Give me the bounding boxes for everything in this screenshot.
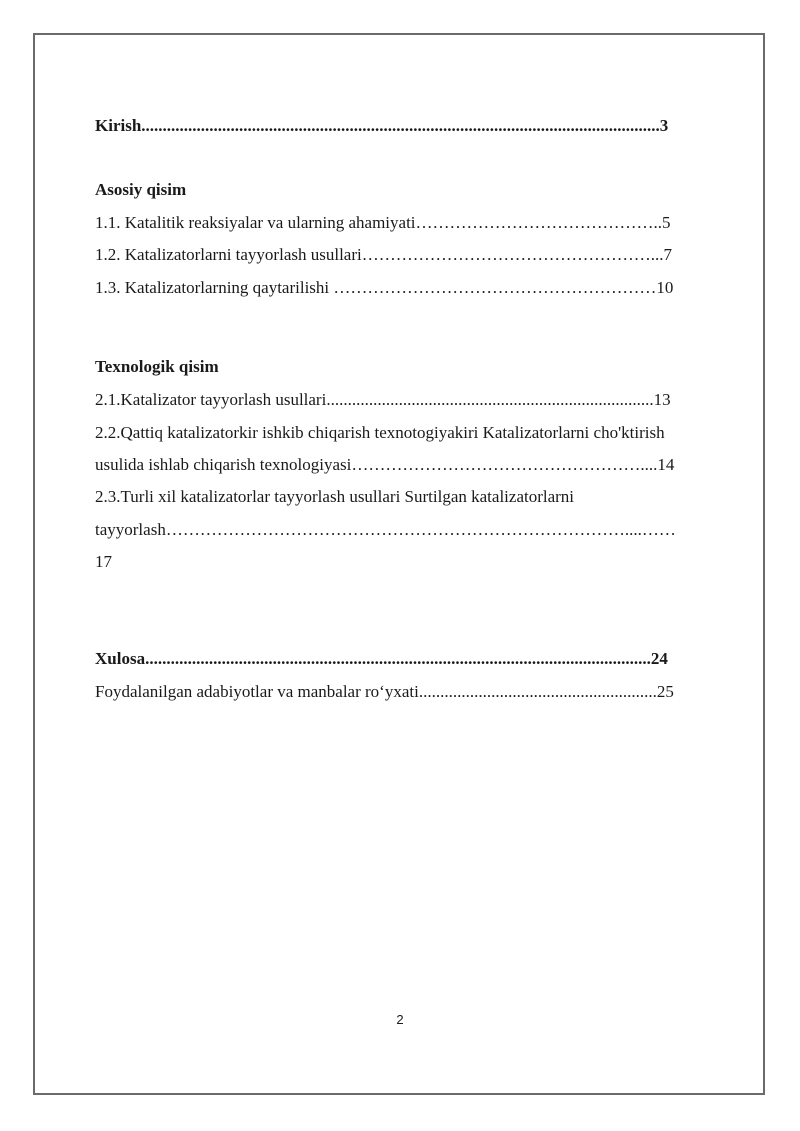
- toc-item-2-3-page: 17: [95, 552, 112, 571]
- toc-item-1-1: 1.1. Katalitik reaksiyalar va ularning ahamiyati……………………………………..5: [95, 213, 671, 232]
- toc-item-2-3-line1: 2.3.Turli xil katalizatorlar tayyorlash usullari Surtilgan katalizatorlarni: [95, 487, 575, 506]
- toc-item-2-3-line2: tayyorlash………………………………………………………………………....……: [95, 520, 676, 539]
- toc-references: Foydalanilgan adabiyotlar va manbalar ro‘yxati........................................................25: [95, 682, 674, 701]
- toc-item-2-2-line1: 2.2.Qattiq katalizatorkir ishkib chiqarish texnotogiyakiri Katalizatorlarni cho'ktirish: [95, 423, 665, 442]
- toc-item-1-3: 1.3. Katalizatorlarning qaytarilishi …………………………………………………10: [95, 278, 674, 297]
- page-number: 2: [396, 1012, 404, 1027]
- toc-item-2-1: 2.1.Katalizator tayyorlash usullari.............................................................................13: [95, 390, 671, 409]
- toc-conclusion: Xulosa.......................................................................................................................24: [95, 649, 668, 668]
- section-heading-texnologik-qisim: Texnologik qisim: [95, 357, 219, 376]
- section-heading-asosiy-qisim: Asosiy qisim: [95, 180, 187, 199]
- toc-item-1-2: 1.2. Katalizatorlarni tayyorlash usullari……………………………………………...7: [95, 245, 672, 264]
- toc-intro: Kirish..........................................................................................................................3: [95, 116, 669, 135]
- toc-item-2-2-line2: usulida ishlab chiqarish texnologiyasi……………………………………………....14: [95, 455, 675, 474]
